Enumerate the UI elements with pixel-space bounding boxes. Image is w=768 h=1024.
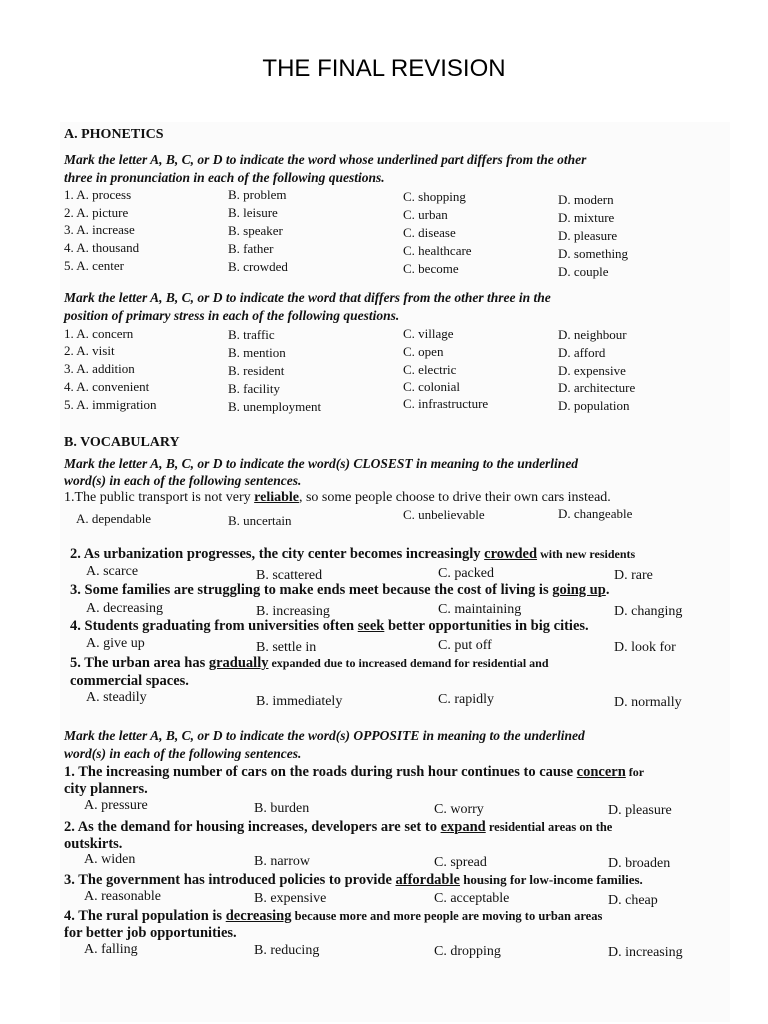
closest-q4-stem: 4. Students graduating from universities often seek better opportunities in big cities. [70,618,589,634]
underlined-word: expand [440,819,486,835]
closest-q5-option-a: A. steadily [86,690,147,705]
closest-q1-option-b: B. uncertain [228,513,292,528]
phonetics-q4-option-d: D. something [558,246,629,261]
phonetics-q2-option-c: C. urban [403,207,448,222]
closest-q4-option-b: B. settle in [256,640,317,655]
phonetics-instruction-line-2: three in pronunciation in each of the following questions. [64,170,385,185]
phonetics-q4-option-a: 4. A. thousand [64,240,140,255]
closest-q5-option-d: D. normally [614,695,682,710]
stress-q2-option-b: B. mention [228,345,286,360]
closest-q5-stem: 5. The urban area has gradually expanded due to increased demand for residential and [70,655,549,671]
closest-q3-option-a: A. decreasing [86,601,163,616]
opposite-q3-option-c: C. acceptable [434,891,510,906]
closest-q1-option-a: A. dependable [76,511,152,526]
phonetics-q5-option-b: B. crowded [228,259,288,274]
stress-q3-option-b: B. resident [228,363,285,378]
stress-q5-option-b: B. unemployment [228,399,322,414]
stress-q4-option-b: B. facility [228,381,280,396]
opposite-q2-option-b: B. narrow [254,854,310,869]
stress-q1-option-b: B. traffic [228,327,275,342]
opposite-q2-option-d: D. broaden [608,856,671,871]
closest-instruction-line-1: Mark the letter A, B, C, or D to indicate the word(s) CLOSEST in meaning to the underlined [64,456,579,471]
page-title: THE FINAL REVISION [262,55,506,82]
opposite-instruction-line-1: Mark the letter A, B, C, or D to indicate the word(s) OPPOSITE in meaning to the underlined [64,728,585,743]
closest-q3-stem: 3. Some families are struggling to make ends meet because the cost of living is going up. [70,582,610,598]
phonetics-q5-option-d: D. couple [558,264,609,279]
opposite-q1-stem: 1. The increasing number of cars on the roads during rush hour continues to cause concern for [64,764,645,780]
opposite-q1-option-a: A. pressure [84,798,148,813]
closest-q3-option-c: C. maintaining [438,602,522,617]
opposite-q4-option-d: D. increasing [608,945,683,960]
opposite-q1-stem-continued: city planners. [64,781,148,797]
underlined-word: going up [552,582,606,598]
underlined-word: affordable [395,872,460,888]
worksheet-scan [60,122,730,1022]
phonetics-q3-option-a: 3. A. increase [64,222,135,237]
phonetics-q5-option-a: 5. A. center [64,258,124,273]
underlined-word: crowded [484,546,538,562]
underlined-word: gradually [208,655,269,671]
opposite-q2-stem-continued: outskirts. [64,836,123,852]
phonetics-q5-option-c: C. become [403,261,459,276]
closest-q4-option-a: A. give up [86,636,145,651]
closest-q2-option-b: B. scattered [256,568,323,583]
phonetics-q2-option-b: B. leisure [228,205,278,220]
opposite-q3-stem: 3. The government has introduced policies to provide affordable housing for low-income families. [64,872,643,888]
stress-q1-option-d: D. neighbour [558,327,627,342]
closest-q2-option-d: D. rare [614,568,653,583]
stress-q4-option-c: C. colonial [403,379,461,394]
underlined-word: concern [576,764,626,780]
phonetics-q1-option-a: 1. A. process [64,187,132,202]
opposite-instruction-line-2: word(s) in each of the following sentences. [64,746,302,761]
opposite-q4-option-b: B. reducing [254,943,320,958]
stress-q5-option-d: D. population [558,398,630,413]
opposite-q3-option-b: B. expensive [254,891,327,906]
closest-q1-stem: 1.The public transport is not very reliable, so some people choose to drive their own cars instead. [64,490,611,505]
stress-q2-option-d: D. afford [558,345,606,360]
underlined-word: seek [357,618,385,634]
stress-q1-option-c: C. village [403,326,454,341]
closest-q2-option-c: C. packed [438,566,494,581]
closest-q5-option-b: B. immediately [256,694,343,709]
closest-q4-option-d: D. look for [614,640,676,655]
section-heading-phonetics: A. PHONETICS [64,127,164,142]
stress-q2-option-c: C. open [403,344,444,359]
closest-q4-option-c: C. put off [438,638,492,653]
phonetics-q3-option-b: B. speaker [228,223,283,238]
opposite-q3-option-d: D. cheap [608,893,658,908]
stress-q3-option-a: 3. A. addition [64,361,135,376]
closest-q2-stem: 2. As urbanization progresses, the city center becomes increasingly crowded with new residents [70,546,636,562]
closest-q3-option-d: D. changing [614,604,683,619]
closest-instruction-line-2: word(s) in each of the following sentences. [64,473,302,488]
closest-q2-option-a: A. scarce [86,564,139,579]
opposite-q2-option-c: C. spread [434,855,487,870]
phonetics-q3-option-d: D. pleasure [558,228,618,243]
closest-q5-option-c: C. rapidly [438,692,494,707]
stress-q3-option-d: D. expensive [558,363,626,378]
opposite-q4-stem: 4. The rural population is decreasing because more and more people are moving to urban areas [64,908,603,924]
opposite-q4-option-a: A. falling [84,942,138,957]
stress-q1-option-a: 1. A. concern [64,326,134,341]
phonetics-q4-option-b: B. father [228,241,274,256]
opposite-q3-option-a: A. reasonable [84,889,161,904]
stress-q3-option-c: C. electric [403,362,457,377]
phonetics-instruction-line-1: Mark the letter A, B, C, or D to indicate the word whose underlined part differs from the other [64,152,587,167]
stress-q5-option-a: 5. A. immigration [64,397,157,412]
closest-q1-option-d: D. changeable [558,506,633,521]
section-heading-vocabulary: B. VOCABULARY [64,435,180,450]
phonetics-q4-option-c: C. healthcare [403,243,472,258]
stress-q4-option-d: D. architecture [558,380,636,395]
phonetics-q2-option-d: D. mixture [558,210,615,225]
stress-instruction-line-2: position of primary stress in each of the following questions. [64,308,400,323]
closest-q1-option-c: C. unbelievable [403,507,485,522]
opposite-q1-option-d: D. pleasure [608,803,672,818]
opposite-q2-option-a: A. widen [84,852,136,867]
stress-instruction-line-1: Mark the letter A, B, C, or D to indicate the word that differs from the other three in the [64,290,551,305]
phonetics-q1-option-d: D. modern [558,192,614,207]
phonetics-q1-option-b: B. problem [228,187,287,202]
phonetics-q1-option-c: C. shopping [403,189,466,204]
phonetics-q2-option-a: 2. A. picture [64,205,129,220]
closest-q5-stem-continued: commercial spaces. [70,673,189,689]
opposite-q2-stem: 2. As the demand for housing increases, developers are set to expand residential areas on the [64,819,613,835]
opposite-q4-option-c: C. dropping [434,944,501,959]
underlined-word: decreasing [225,908,292,924]
opposite-q1-option-c: C. worry [434,802,484,817]
stress-q5-option-c: C. infrastructure [403,396,489,411]
stress-q4-option-a: 4. A. convenient [64,379,150,394]
stress-q2-option-a: 2. A. visit [64,343,115,358]
opposite-q4-stem-continued: for better job opportunities. [64,925,237,941]
opposite-q1-option-b: B. burden [254,801,310,816]
closest-q3-option-b: B. increasing [256,604,330,619]
underlined-word: reliable [254,490,299,505]
phonetics-q3-option-c: C. disease [403,225,456,240]
